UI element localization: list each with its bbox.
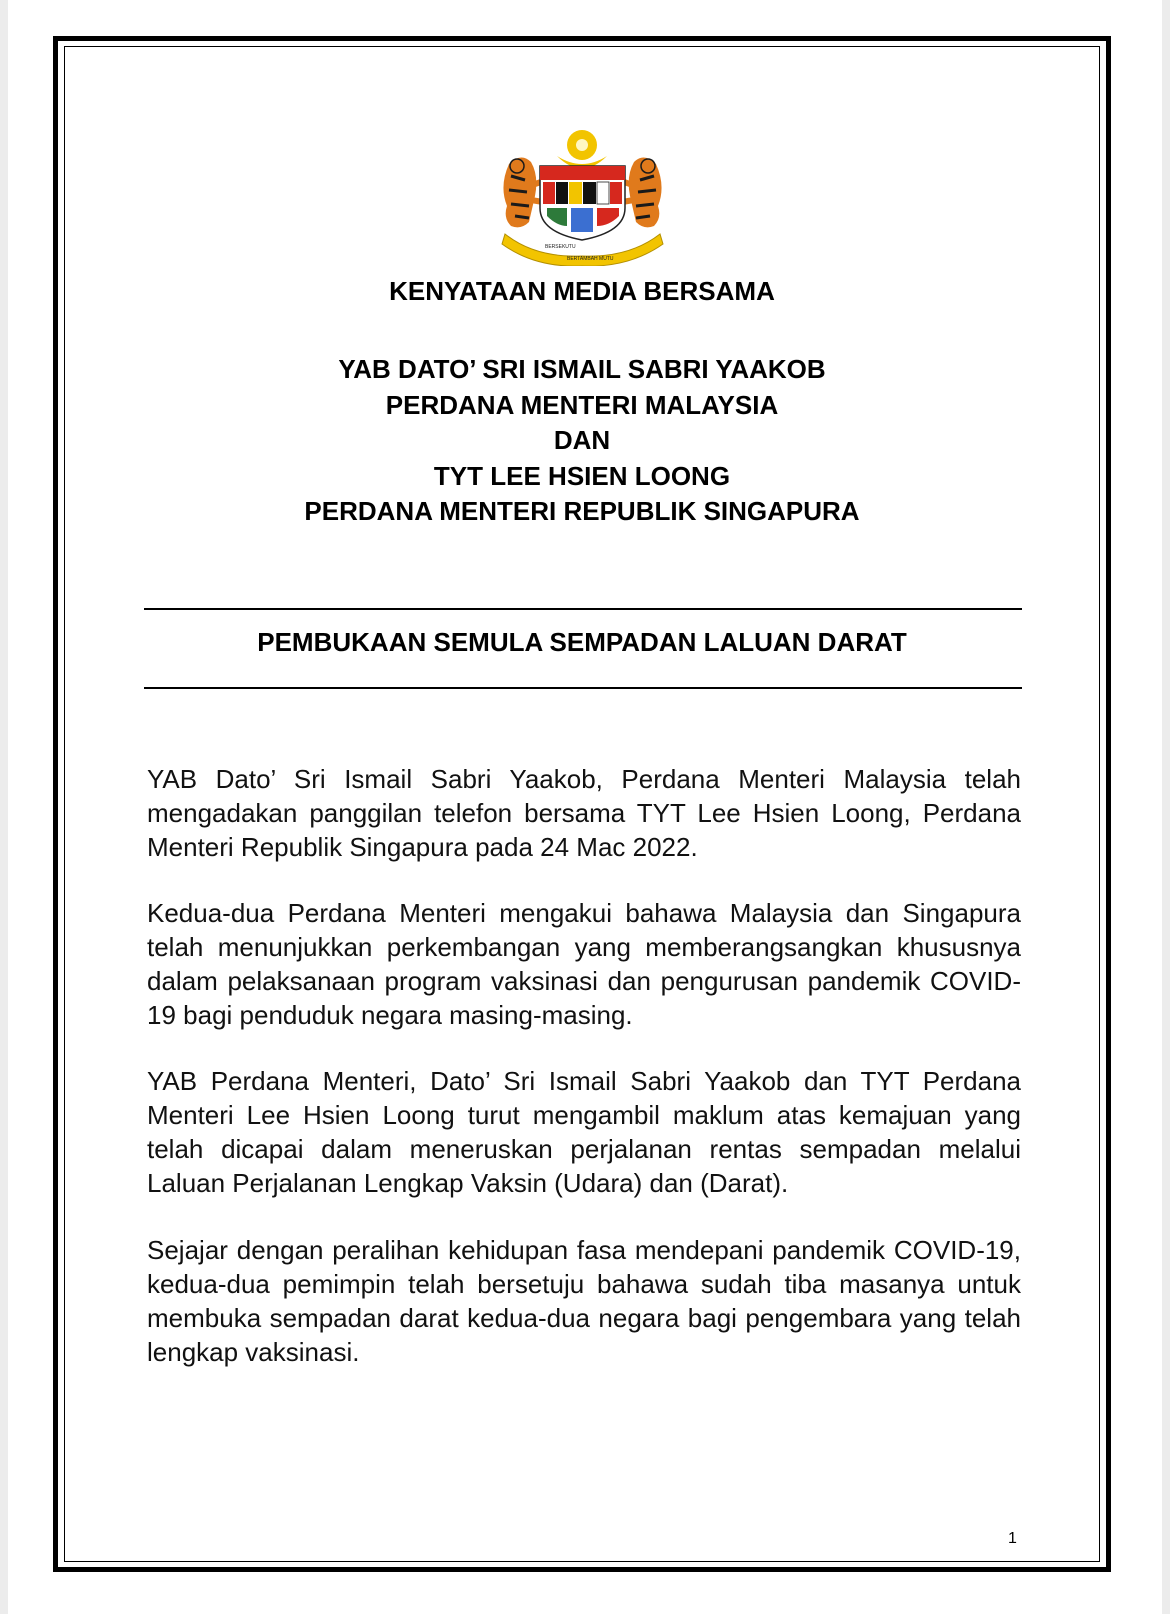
paragraph-text: YAB Perdana Menteri, Dato’ Sri Ismail Sabri Yaakob dan TYT Perdana Menteri Lee Hsien Loong turut mengambil maklum atas kemajuan yang telah dicapai dalam meneruskan perjalanan rentas sempadan melalui Laluan Perjalanan Lengkap Vaksin (Udara) dan (Darat).	[147, 1066, 1021, 1198]
paragraph-2	[147, 896, 1021, 1032]
paragraph-3	[147, 1064, 1021, 1200]
document-title: KENYATAAN MEDIA BERSAMA	[389, 276, 775, 306]
parties-block	[140, 352, 1024, 530]
party-line: PERDANA MENTERI REPUBLIK SINGAPURA	[304, 496, 860, 526]
divider-top	[144, 608, 1022, 610]
paragraph-text: YAB Dato’ Sri Ismail Sabri Yaakob, Perdana Menteri Malaysia telah mengadakan panggilan telefon bersama TYT Lee Hsien Loong, Perdana Menteri Republik Singapura pada 24 Mac 2022.	[147, 764, 1021, 862]
shield-icon	[540, 166, 625, 240]
motto-left-text: BERSEKUTU	[545, 244, 576, 250]
paragraph-text: Sejajar dengan peralihan kehidupan fasa mendepani pandemik COVID-19, kedua-dua pemimpin telah bersetuju bahawa sudah tiba masanya untuk membuka sempadan darat kedua-dua negara bagi pengembara yang telah lengkap vaksinasi.	[147, 1235, 1021, 1367]
right-tiger-icon	[622, 157, 662, 227]
party-line: PERDANA MENTERI MALAYSIA	[385, 389, 779, 420]
party-line: TYT LEE HSIEN LOONG	[433, 460, 731, 491]
paragraph-text: Kedua-dua Perdana Menteri mengakui bahawa Malaysia dan Singapura telah menunjukkan perkembangan yang memberangsangkan khususnya dalam pelaksanaan program vaksinasi dan pengurusan pandemik COVID-19 bagi penduduk negara masing-masing.	[147, 898, 1021, 1030]
paragraph-4	[147, 1233, 1021, 1369]
divider-bottom	[144, 687, 1022, 689]
left-tiger-icon	[503, 157, 543, 227]
page-number: 1	[1008, 1530, 1017, 1547]
party-line: YAB DATO’ SRI ISMAIL SABRI YAAKOB	[338, 354, 826, 384]
subject-heading: PEMBUKAAN SEMULA SEMPADAN LALUAN DARAT	[257, 627, 907, 657]
malaysia-coat-of-arms	[495, 126, 670, 266]
motto-center-text: BERTAMBAH MUTU	[567, 256, 614, 262]
federal-star-icon	[567, 130, 597, 160]
party-line: DAN	[553, 425, 611, 455]
paragraph-1	[147, 762, 1021, 864]
